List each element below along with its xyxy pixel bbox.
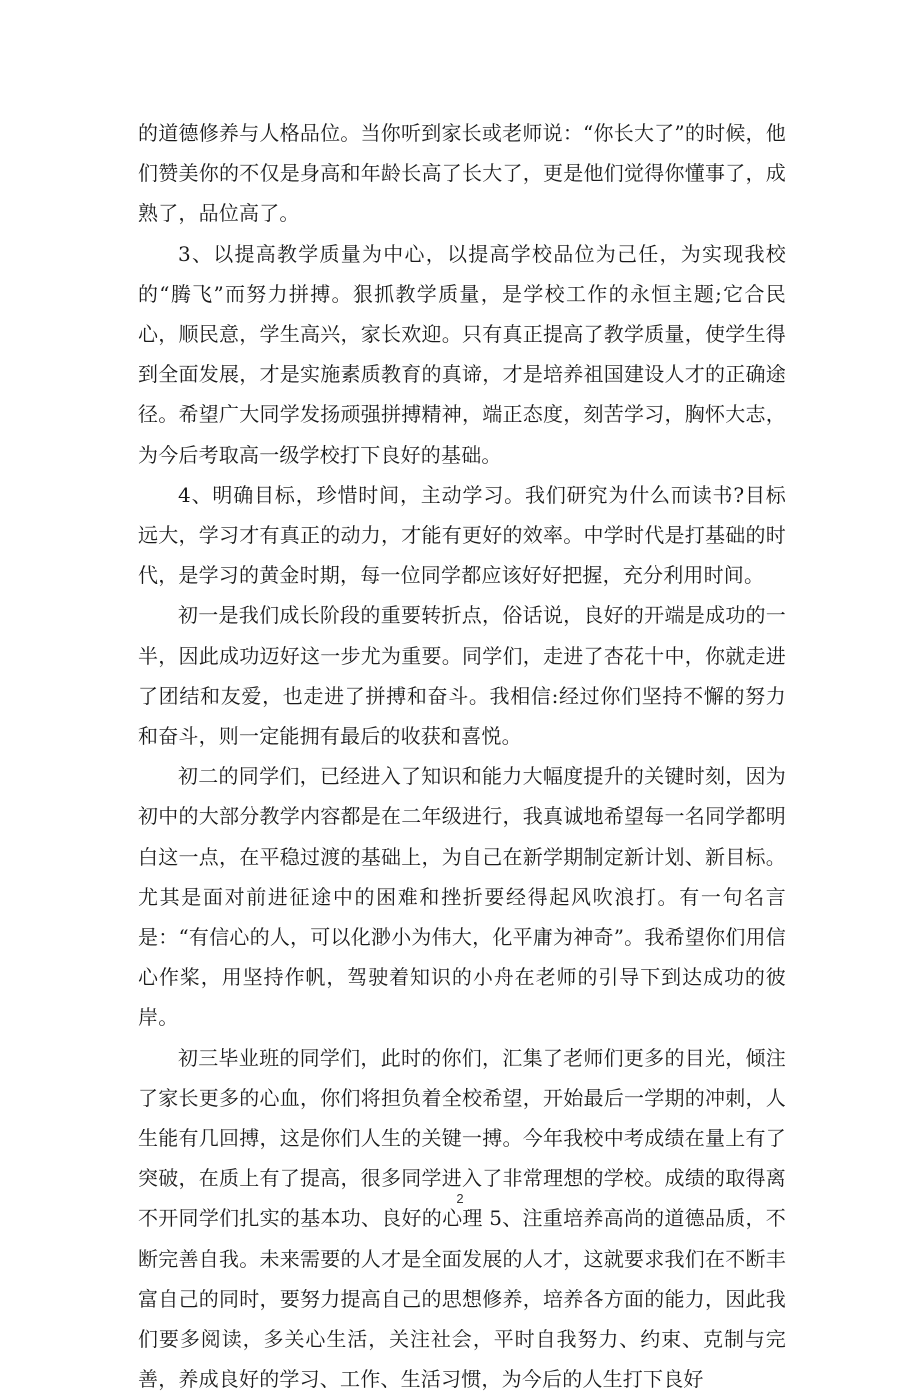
document-body: [138, 113, 786, 1400]
page-number: 2: [456, 1191, 464, 1206]
paragraph-point-3: 3、以提高教学质量为中心，以提高学校品位为己任，为实现我校的“腾飞”而努力拼搏。狠抓教学质量，是学校工作的永恒主题;它合民心，顺民意，学生高兴，家长欢迎。只有真正提高了教学质量，使学生得到全面发展，才是实施素质教育的真谛，才是培养祖国建设人才的正确途径。希望广大同学发扬顽强拼搏精神，端正态度，刻苦学习，胸怀大志，为今后考取高一级学校打下良好的基础。: [138, 241, 786, 467]
paragraph-grade-2: 初二的同学们，已经进入了知识和能力大幅度提升的关键时刻，因为初中的大部分教学内容都是在二年级进行，我真诚地希望每一名同学都明白这一点，在平稳过渡的基础上，为自己在新学期制定新计划、新目标。尤其是面对前进征途中的困难和挫折要经得起风吹浪打。有一句名言是：“有信心的人，可以化渺小为伟大，化平庸为神奇”。我希望你们用信心作桨，用坚持作帆，驾驶着知识的小舟在老师的引导下到达成功的彼岸。: [138, 764, 786, 1030]
paragraph-point-4: 4、明确目标，珍惜时间，主动学习。我们研究为什么而读书?目标远大，学习才有真正的动力，才能有更好的效率。中学时代是打基础的时代，是学习的黄金时期，每一位同学都应该好好把握，充分利用时间。: [138, 482, 786, 588]
paragraph-grade-1: 初一是我们成长阶段的重要转折点，俗话说，良好的开端是成功的一半，因此成功迈好这一步尤为重要。同学们，走进了杏花十中，你就走进了团结和友爱，也走进了拼搏和奋斗。我相信:经过你们坚持不懈的努力和奋斗，则一定能拥有最后的收获和喜悦。: [138, 603, 786, 749]
paragraph-grade-3: 初三毕业班的同学们，此时的你们，汇集了老师们更多的目光，倾注了家长更多的心血，你们将担负着全校希望，开始最后一学期的冲刺，人生能有几回搏，这是你们人生的关键一搏。今年我校中考成绩在量上有了突破，在质上有了提高，很多同学进入了非常理想的学校。成绩的取得离不开同学们扎实的基本功、良好的心理 5、注重培养高尚的道德品质，不断完善自我。未来需要的人才是全面发展的人才，这就要求我们在不断丰富自己的同时，要努力提高自己的思想修养，培养各方面的能力，因此我们要多阅读，多关心生活，关注社会，平时自我努力、约束、克制与完善，养成良好的学习、工作、生活习惯，为今后的人生打下良好: [138, 1045, 786, 1392]
paragraph-continuation: 的道德修养与人格品位。当你听到家长或老师说：“你长大了”的时候，他们赞美你的不仅是身高和年龄长高了长大了，更是他们觉得你懂事了，成熟了，品位高了。: [138, 121, 786, 226]
